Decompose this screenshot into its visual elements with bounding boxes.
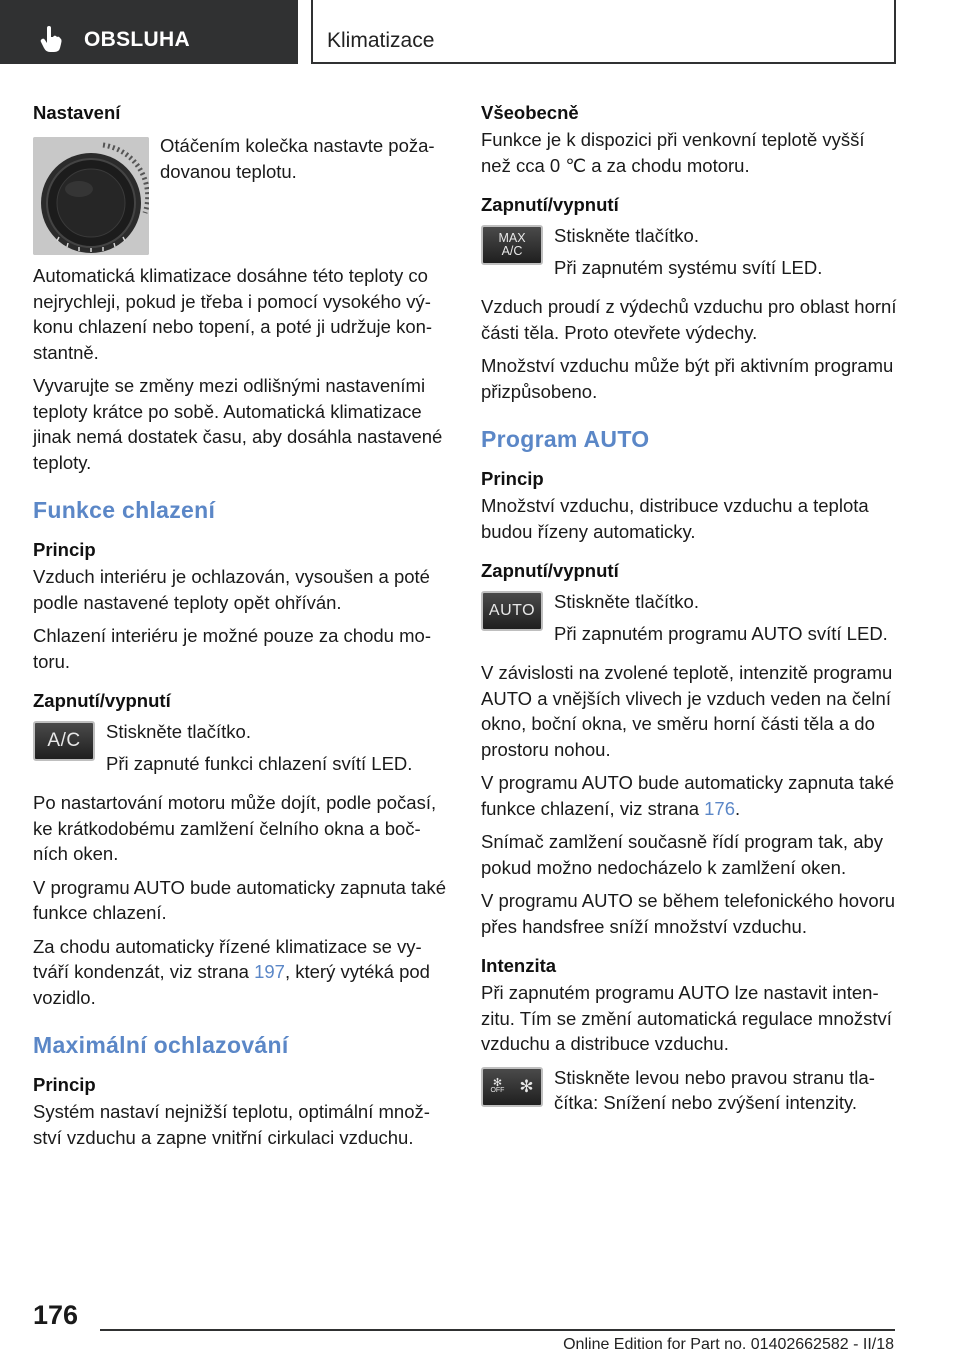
header-chapter-box: [311, 0, 896, 64]
ac-button-image: A/C: [33, 721, 95, 761]
chlazeni-paragraph-3: Po nastartování motoru může dojít, podle počasí, ke krátkodobému zamlžení čelního okna a bočních oken.: [33, 792, 437, 864]
chlazeni-princip-paragraph-1: Vzduch interiéru je ochlazován, vysoušen a poté podle nastavené teploty opět ohříván.: [33, 566, 430, 613]
fan-off-label: OFF: [490, 1086, 505, 1094]
auto-paragraph-3: [481, 770, 897, 821]
right-column: [481, 100, 897, 1130]
max-step-2: Při zapnutém systému svítí LED.: [554, 256, 823, 278]
temperature-knob-icon: [33, 137, 149, 255]
nastaveni-heading: Nastavení: [33, 102, 121, 123]
intenzita-step-1: Stiskněte levou nebo pravou stranu tlačítka: Snížení nebo zvýšení intenzity.: [554, 1066, 875, 1113]
max-princip-paragraph-1: Systém nastaví nejnižší teplotu, optimální množství vzduchu a zapne vnitřní cirkulaci vzduchu.: [33, 1101, 430, 1148]
chlazeni-p5-text-end: , který vytéká pod vozidlo.: [33, 961, 430, 1008]
nastaveni-paragraph-1: Automatická klimatizace dosáhne této teploty co nejrychleji, pokud je třeba i pomocí vysokého výkonu chlazení nebo topení, a poté ji udržuje konstantně.: [33, 265, 433, 363]
intenzita-heading: Intenzita: [481, 955, 557, 976]
left-column: [33, 100, 449, 1158]
max-ac-line-2: A/C: [501, 244, 523, 258]
auto-step-1: Stiskněte tlačítko.: [554, 591, 699, 612]
auto-paragraph-2: V závislosti na zvolené teplotě, intenzitě programu AUTO a vnějších vlivech je vzduch veden na čelní okno, boční okna, ve směru horní části těla a do prostoru nohou.: [481, 662, 893, 760]
max-paragraph-3: Množství vzduchu může být při aktivním programu přizpůsobeno.: [481, 355, 894, 402]
max-ac-button-image: [481, 225, 543, 265]
auto-button-image: AUTO: [481, 591, 543, 631]
hand-icon: [40, 26, 62, 52]
chlazeni-title: Funkce chlazení: [33, 497, 216, 523]
auto-princip-paragraph-1: Množství vzduchu, distribuce vzduchu a teplota budou řízeny automaticky.: [481, 495, 869, 542]
auto-paragraph-5: V programu AUTO se během telefonického hovoru přes handsfree sníží množství vzduchu.: [481, 890, 896, 937]
chlazeni-paragraph-5: [33, 934, 449, 1011]
vseobecne-paragraph-1: Funkce je k dispozici při venkovní teplotě vyšší než cca 0 ℃ a za chodu motoru.: [481, 129, 865, 176]
page-link-197[interactable]: 197: [254, 961, 285, 982]
chlazeni-princip-heading: Princip: [33, 539, 96, 560]
max-title: Maximální ochlazování: [33, 1032, 289, 1058]
temperature-knob-image: [33, 137, 149, 255]
nastaveni-paragraph-2: Vyvarujte se změny mezi odlišnými nastaveními teploty krátce po sobě. Automatická klimatizace jinak nemá dostatek času, aby dosáhla nastavené teploty.: [33, 375, 443, 473]
max-zapnuti-heading: Zapnutí/vypnutí: [481, 194, 619, 215]
max-step-1: Stiskněte tlačítko.: [554, 225, 699, 246]
intenzita-paragraph-1: Při zapnutém programu AUTO lze nastavit intenzitu. Tím se změní automatická regulace množství vzduchu a distribuce vzduchu.: [481, 982, 892, 1054]
max-ac-button-row: [481, 223, 897, 286]
auto-title: Program AUTO: [481, 426, 650, 452]
nastaveni-caption: Otáčením kolečka nastavte požadovanou teplotu.: [160, 135, 435, 182]
page-link-176[interactable]: 176: [704, 797, 736, 819]
chlazeni-zapnuti-heading: Zapnutí/vypnutí: [33, 690, 171, 711]
auto-step-2: Při zapnutém programu AUTO svítí LED.: [554, 622, 888, 644]
auto-princip-heading: Princip: [481, 468, 544, 489]
auto-p3-text: V programu AUTO bude automaticky zapnuta také funkce chlazení, viz strana: [481, 772, 895, 819]
footer-rule: [100, 1329, 895, 1331]
fan-large-icon: ✻: [519, 1076, 534, 1096]
auto-paragraph-4: Snímač zamlžení současně řídí program tak, aby pokud možno nedocházelo k zamlžení oken.: [481, 831, 884, 878]
max-ac-line-1: MAX: [498, 231, 526, 245]
chlazeni-p5-text: Za chodu automaticky řízené klimatizace se vytváří kondenzát, viz strana: [33, 935, 422, 982]
section-label: OBSLUHA: [84, 28, 190, 51]
intensity-button-image: [481, 1067, 543, 1107]
nastaveni-row: [33, 133, 449, 255]
fan-off-group: [490, 1076, 505, 1095]
chlazeni-paragraph-4: V programu AUTO bude automaticky zapnuta také funkce chlazení.: [33, 876, 447, 923]
ac-step-1: Stiskněte tlačítko.: [106, 721, 251, 742]
intensity-button-row: [481, 1065, 897, 1122]
ac-button-row: [33, 719, 449, 782]
auto-zapnuti-heading: Zapnutí/vypnutí: [481, 560, 619, 581]
auto-button-row: [481, 589, 897, 652]
page-number: 176: [33, 1300, 79, 1330]
chlazeni-princip-paragraph-2: Chlazení interiéru je možné pouze za chodu motoru.: [33, 625, 431, 672]
max-paragraph-2: Vzduch proudí z výdechů vzduchu pro oblast horní části těla. Proto otevřete výdechy.: [481, 296, 897, 343]
fan-small-icon: ✻: [492, 1076, 503, 1089]
footer-edition: Online Edition for Part no. 01402662582 - II/18: [563, 1336, 894, 1353]
max-princip-heading: Princip: [33, 1074, 96, 1095]
chapter-title: Klimatizace: [327, 29, 435, 52]
auto-p3-text-end: .: [735, 797, 741, 819]
header-section-tab: [0, 0, 298, 64]
vseobecne-heading: Všeobecně: [481, 102, 579, 123]
ac-step-2: Při zapnuté funkci chlazení svítí LED.: [106, 752, 413, 774]
